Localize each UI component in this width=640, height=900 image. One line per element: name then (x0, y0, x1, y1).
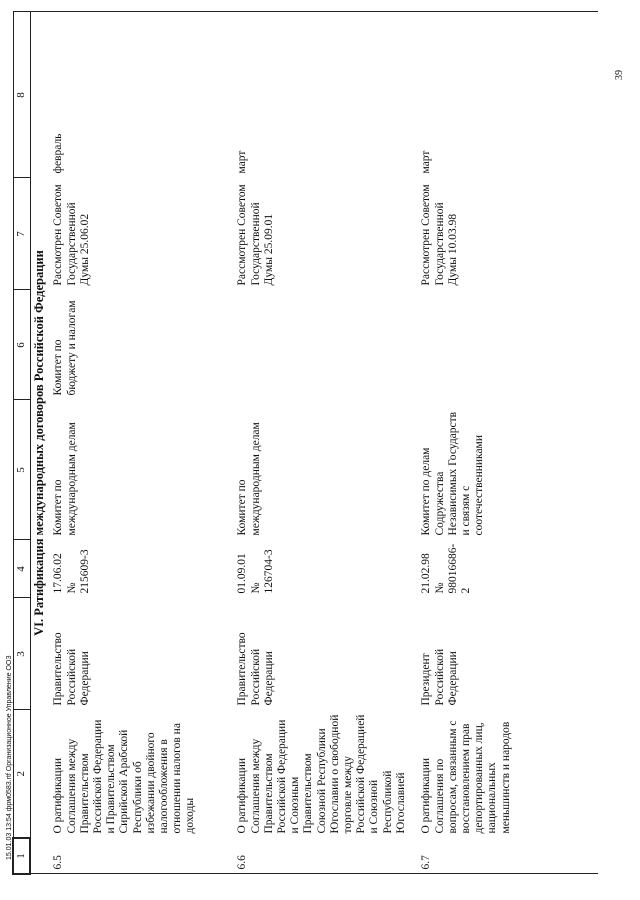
table-row (50, 12, 234, 874)
row-number: 6.7 (418, 838, 598, 874)
bill-title: О ратификации Соглашения между Правительством Российской Федерации и Союзным Правительством Союзной Республики Югославии о свободной торговле между Российской Федерацией и Союзной Республикой Югославией (236, 714, 407, 834)
committee: Комитет по делам Содружества Независимых Государств и связям с соотечественниками (420, 411, 486, 536)
status: Рассмотрен Советом Государственной Думы 10.03.98 (420, 184, 459, 286)
co-committee: Комитет по бюджету и налогам (52, 300, 78, 396)
col-header-1: 1 (13, 838, 30, 874)
col-header-2: 2 (13, 710, 30, 838)
col-header-4: 4 (13, 540, 30, 598)
registration: 21.02.98 № 98016686-2 (420, 543, 473, 594)
row-number: 6.6 (234, 838, 418, 874)
table-row (418, 12, 598, 874)
co-committee (234, 290, 418, 400)
col-header-6: 6 (13, 290, 30, 400)
section-title: VI. Ратификация международных договоров Российской Федерации (30, 12, 50, 874)
month: февраль (50, 12, 234, 178)
committee: Комитет по международным делам (52, 422, 78, 536)
table-row (234, 12, 418, 874)
rotated-table-sheet (12, 13, 602, 875)
status: Рассмотрен Советом Государственной Думы 25.06.02 (52, 184, 91, 286)
initiator: Президент Российской Федерации (420, 648, 459, 706)
initiator: Правительство Российской Федерации (52, 632, 91, 706)
column-number-header (13, 12, 30, 874)
registration: 01.09.01 № 126704-3 (236, 549, 275, 594)
bill-title: О ратификации Соглашения между Правительством Российской Федерации и Правительством Сирийской Арабской Республики об избежании двойного налогообложения в отношении налогов на доходы (52, 719, 197, 834)
committee: Комитет по международным делам (236, 422, 262, 536)
col-header-7: 7 (13, 178, 30, 290)
registration: 17.06.02 № 215609-3 (52, 549, 91, 594)
col-header-5: 5 (13, 400, 30, 540)
month: март (418, 12, 598, 178)
legislation-table (12, 12, 598, 876)
page-footer: 15.01.03 13:54 фрм0583.rtf Организационное Управление ООЗ (6, 655, 13, 860)
section-row (30, 12, 50, 874)
status: Рассмотрен Советом Государственной Думы 25.09.01 (236, 184, 275, 286)
col-header-8: 8 (13, 12, 30, 178)
co-committee (418, 290, 598, 400)
page-number: 39 (614, 70, 625, 80)
row-number: 6.5 (50, 838, 234, 874)
initiator: Правительство Российской Федерации (236, 632, 275, 706)
month: март (234, 12, 418, 178)
col-header-3: 3 (13, 598, 30, 710)
bill-title: О ратификации Соглашения по вопросам, связанным с восстановлением прав депортированных лиц, национальных меньшинств и народов (420, 720, 512, 834)
